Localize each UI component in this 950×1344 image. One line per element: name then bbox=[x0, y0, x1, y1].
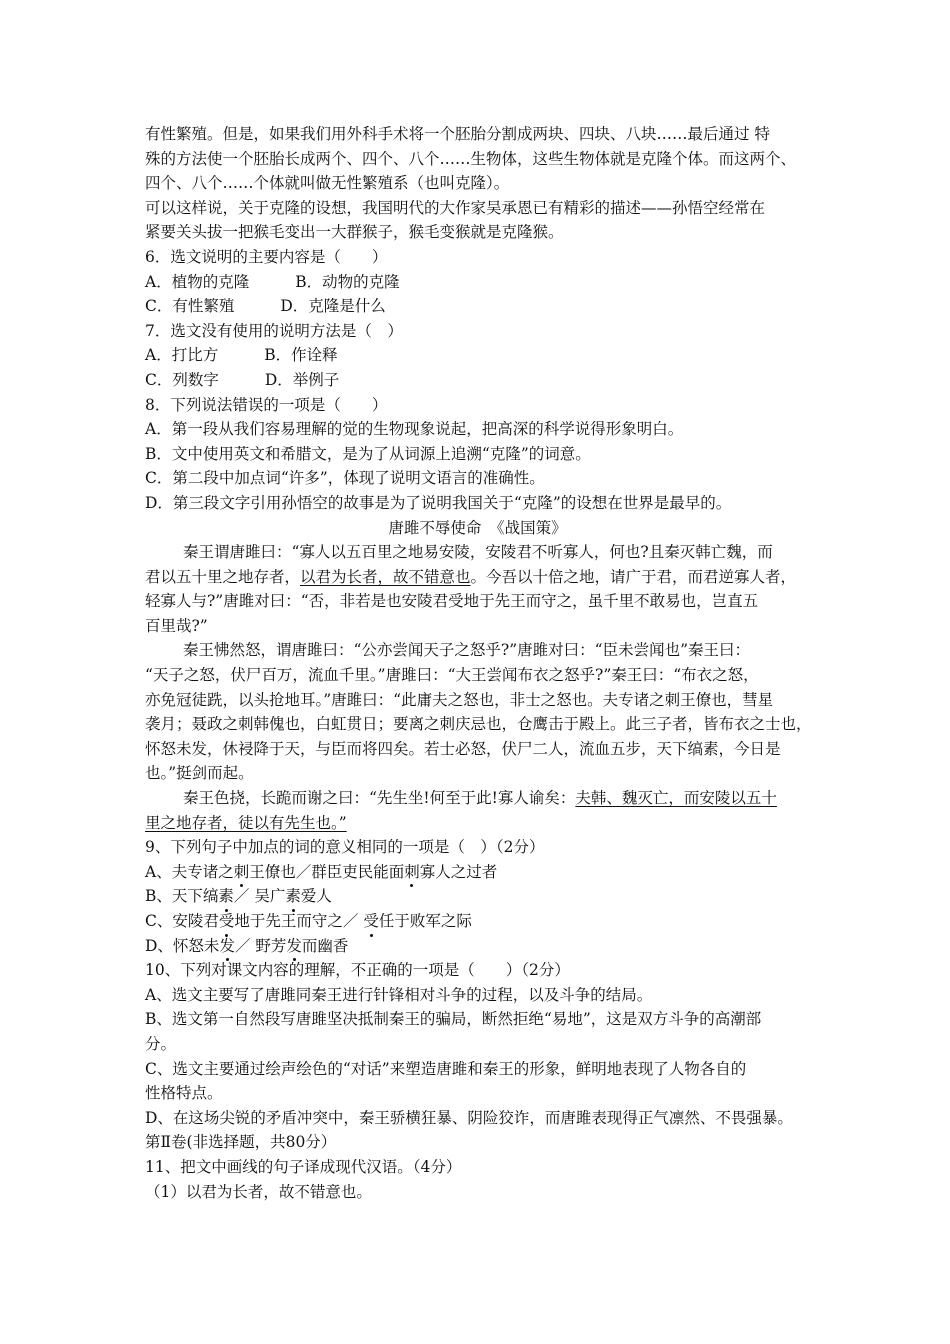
classical-line: 秦王怫然怒，谓唐雎曰：“公亦尝闻天子之怒乎?”唐雎对曰：“臣未尝闻也”秦王曰： bbox=[183, 641, 751, 660]
classical-line: 君以五十里之地存者，以君为长者，故不错意也。今吾以十倍之地，请广于君，而君逆寡人者， bbox=[145, 567, 797, 586]
part-two-heading: 第Ⅱ卷(非选择题，共80分） bbox=[145, 1133, 337, 1152]
classical-line: 也。”挺剑而起。 bbox=[145, 764, 254, 783]
option-c: C．列数字 bbox=[145, 370, 219, 389]
option-c-cont: 性格特点。 bbox=[145, 1084, 223, 1103]
option-a: A、夫专诸之刺王僚也／群臣吏民能面刺寡人之过者 bbox=[145, 860, 810, 885]
option-d: D．克隆是什么 bbox=[280, 297, 386, 316]
option-a: A．第一段从我们容易理解的觉的生物现象说起，把高深的科学说得形象明白。 bbox=[145, 420, 684, 439]
classical-line: 秦王谓唐雎曰：“寡人以五百里之地易安陵，安陵君不听寡人，何也?且秦灭韩亡魏，而 bbox=[183, 543, 773, 562]
dotted-word: 受 bbox=[363, 909, 379, 934]
classical-line: 怀怒未发，休祲降于天，与臣而将四矣。若士必怒，伏尸二人，流血五步，天下缟素，今日是 bbox=[145, 739, 781, 758]
question-10 bbox=[145, 958, 810, 1130]
classical-line: 轻寡人与?”唐雎对曰：“否，非若是也安陵君受地于先王而守之，虽千里不敢易也，岂直五 bbox=[145, 592, 759, 611]
option-b-cont: 分。 bbox=[145, 1034, 177, 1053]
underlined-sentence-2-cont: 里之地存者，徒以有先生也。” bbox=[145, 813, 347, 832]
classical-line bbox=[145, 811, 810, 836]
option-b: B．作诠释 bbox=[264, 346, 338, 365]
option-a: A．打比方 bbox=[145, 346, 219, 365]
question-9 bbox=[145, 835, 810, 958]
option-c: C．有性繁殖 bbox=[145, 297, 235, 316]
option-c: C．第二段中加点词“许多”，体现了说明文语言的准确性。 bbox=[145, 469, 545, 488]
clone-passage bbox=[145, 122, 810, 245]
question-6 bbox=[145, 245, 810, 319]
classical-line: 亦免冠徒跣，以头抢地耳。”唐雎曰：“此庸夫之怒也，非士之怒也。夫专诸之刺王僚也，彗星 bbox=[145, 690, 774, 709]
classical-passage bbox=[145, 516, 810, 836]
question-stem: 6．选文说明的主要内容是（ ） bbox=[145, 247, 388, 266]
underlined-sentence-2: 夫韩、魏灭亡，而安陵以五十 bbox=[575, 789, 777, 808]
dotted-word: 素 bbox=[218, 884, 234, 909]
dotted-word: 发 bbox=[286, 934, 302, 959]
dotted-word: 发 bbox=[219, 934, 235, 959]
option-b: B．文中使用英文和希腊文，是为了从词源上追溯“克隆”的词意。 bbox=[145, 444, 591, 463]
dotted-word: 素 bbox=[285, 884, 301, 909]
option-b: B．动物的克隆 bbox=[295, 272, 400, 291]
dotted-word: 刺 bbox=[404, 860, 420, 885]
question-11 bbox=[145, 1155, 810, 1204]
passage-line: 殊的方法使一个胚胎长成两个、四个、八个……生物体，这些生物体就是克隆个体。而这两个、 bbox=[145, 149, 797, 168]
question-stem: 10、下列对课文内容的理解，不正确的一项是（ ）（2分） bbox=[145, 961, 570, 980]
classical-line: “天子之怒，伏尸百万，流血千里。”唐雎曰：“大王尝闻布衣之怒乎?”秦王曰：“布衣之怒， bbox=[145, 666, 759, 685]
sub-question-1: （1）以君为长者，故不错意也。 bbox=[145, 1182, 372, 1201]
passage-line: 有性繁殖。但是，如果我们用外科手术将一个胚胎分割成两块、四块、八块……最后通过 特 bbox=[145, 125, 770, 143]
question-stem: 11、把文中画线的句子译成现代汉语。（4分） bbox=[145, 1157, 462, 1176]
classical-line: 百里哉?” bbox=[145, 616, 208, 635]
passage-line: 可以这样说，关于克隆的设想，我国明代的大作家吴承恩已有精彩的描述——孙悟空经常在 bbox=[145, 198, 766, 217]
option-d: D、在这场尖锐的矛盾冲突中，秦王骄横狂暴、阴险狡诈，而唐雎表现得正气凛然、不畏强暴。 bbox=[145, 1108, 793, 1127]
document-page bbox=[145, 122, 810, 1204]
option-a: A．植物的克隆 bbox=[145, 272, 250, 291]
option-a: A、选文主要写了唐雎同秦王进行针锋相对斗争的过程，以及斗争的结局。 bbox=[145, 985, 653, 1004]
classical-line: 秦王色挠，长跪而谢之曰：“先生坐!何至于此!寡人谕矣：夫韩、魏灭亡，而安陵以五十 bbox=[183, 789, 777, 808]
question-8 bbox=[145, 393, 810, 516]
underlined-sentence-1: 以君为长者，故不错意也 bbox=[300, 567, 471, 586]
question-7 bbox=[145, 319, 810, 393]
dotted-word: 受 bbox=[219, 909, 235, 934]
classical-line: 袭月；聂政之刺韩傀也，白虹贯日；要离之刺庆忌也，仓鹰击于殿上。此三子者，皆布衣之士也， bbox=[145, 715, 812, 734]
option-c: C、安陵君受地于先王而守之／ 受任于败军之际 bbox=[145, 909, 810, 934]
question-stem: 7．选文没有使用的说明方法是（ ） bbox=[145, 321, 403, 340]
passage-line: 紧要关头拔一把猴毛变出一大群猴子，猴毛变猴就是克隆猴。 bbox=[145, 223, 564, 242]
option-c: C、选文主要通过绘声绘色的“对话”来塑造唐雎和秦王的形象，鲜明地表现了人物各自的 bbox=[145, 1059, 747, 1078]
option-d: D．举例子 bbox=[264, 370, 340, 389]
option-d: D、怀怒未发／ 野芳发而幽香 bbox=[145, 934, 810, 959]
classical-title: 唐雎不辱使命 《战国策》 bbox=[388, 518, 567, 537]
passage-line: 四个、八个……个体就叫做无性繁殖系（也叫克隆）。 bbox=[145, 174, 510, 193]
option-b: B、选文第一自然段写唐雎坚决抵制秦王的骗局，断然拒绝“易地”，这是双方斗争的高潮部 bbox=[145, 1010, 762, 1029]
question-stem: 9、下列句子中加点的词的意义相同的一项是（ ）（2分） bbox=[145, 838, 545, 857]
option-b: B、天下缟素／ 吴广素爱人 bbox=[145, 884, 810, 909]
option-d: D．第三段文字引用孙悟空的故事是为了说明我国关于“克隆”的设想在世界是最早的。 bbox=[145, 493, 732, 512]
question-stem: 8．下列说法错误的一项是（ ） bbox=[145, 395, 388, 414]
dotted-word: 刺 bbox=[234, 860, 250, 885]
